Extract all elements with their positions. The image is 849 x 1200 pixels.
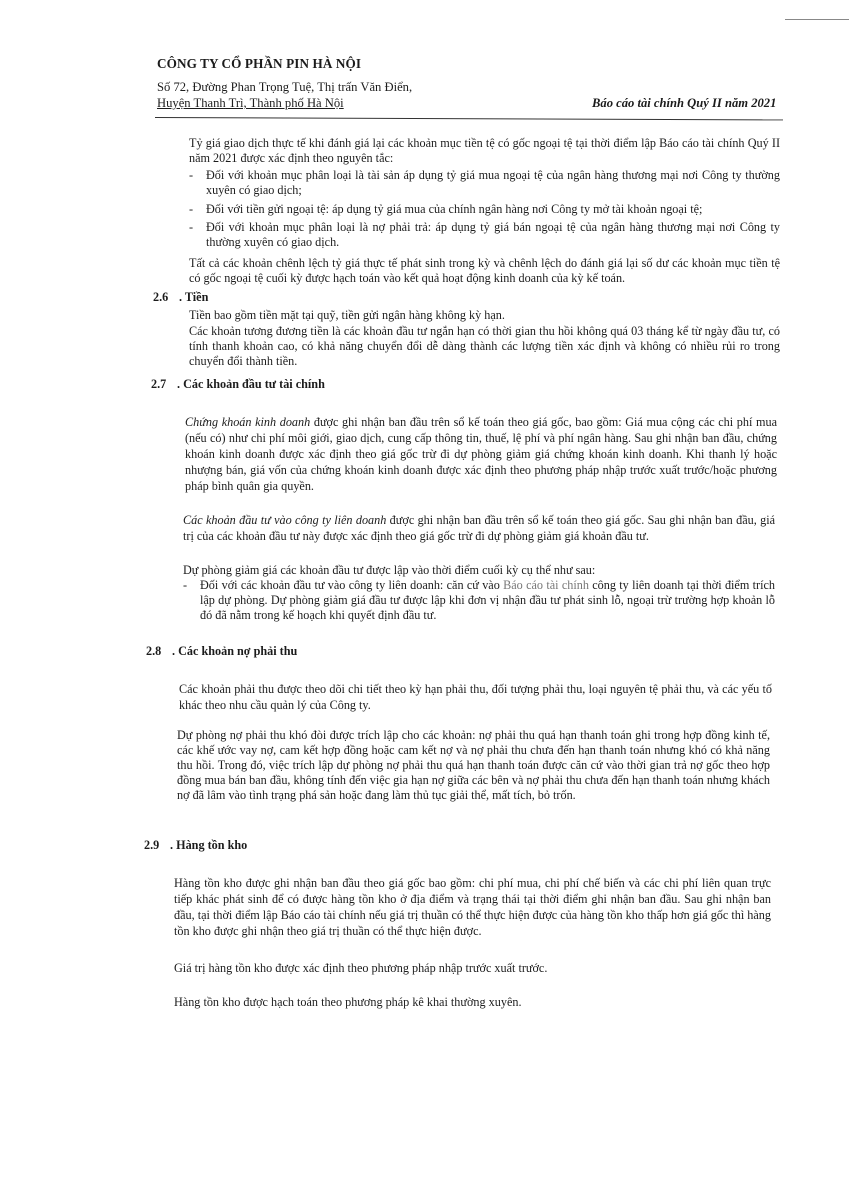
investment-provision-paragraph: Dự phòng giảm giá các khoản đầu tư được lập vào thời điểm cuối kỳ cụ thể như sau: [183, 563, 596, 577]
list-item: - Đối với khoản mục phân loại là tài sản áp dụng tỷ giá mua ngoại tệ của ngân hàng thương mại nơi Công ty thường xuyên có giao dịch; [189, 168, 780, 197]
fx-closing-paragraph: Tất cả các khoản chênh lệch tỷ giá thực tế phát sinh trong kỳ và chênh lệch do đánh giá lại số dư các khoản mục tiền tệ có gốc ngoại tệ cuối kỳ được hạch toán vào kết quả hoạt động kinh doanh của kỳ kế toán. [189, 256, 780, 285]
inventory-paragraph-3: Hàng tồn kho được hạch toán theo phương pháp kê khai thường xuyên. [174, 995, 522, 1009]
dash-bullet: - [189, 220, 194, 234]
company-name: CÔNG TY CỔ PHẦN PIN HÀ NỘI [157, 56, 362, 71]
section-heading-2-8: 2.8 . Các khoản nợ phải thu [146, 644, 298, 658]
section-heading-2-7: 2.7 . Các khoản đầu tư tài chính [151, 377, 325, 391]
report-title: Báo cáo tài chính Quý II năm 2021 [592, 96, 777, 110]
company-address-line2: Huyện Thanh Trì, Thành phố Hà Nội [157, 96, 344, 110]
dash-bullet: - [183, 578, 188, 592]
section-heading-2-9: 2.9 . Hàng tồn kho [144, 838, 248, 852]
list-item: - Đối với khoản mục phân loại là nợ phải trả: áp dụng tỷ giá bán ngoại tệ của ngân hàng thương mại nơi Công ty thường xuyên có giao dịch. [189, 220, 780, 249]
inventory-paragraph-1: Hàng tồn kho được ghi nhận ban đầu theo giá gốc bao gồm: chi phí mua, chi phí chế biến và các chi phí liên quan trực tiếp khác phát sinh để có được hàng tồn kho ở địa điểm và trạng thái tại thời điểm ghi nhận ban đầu. Sau ghi nhận ban đầu, tại thời điểm lập Báo cáo tài chính nếu giá trị thuần có thể thực hiện được của hàng tồn kho thấp hơn giá gốc thì hàng tồn kho được ghi nhận theo giá trị thuần có thể thực hiện được. [174, 876, 771, 938]
inventory-paragraph-2: Giá trị hàng tồn kho được xác định theo phương pháp nhập trước xuất trước. [174, 961, 548, 975]
dash-bullet: - [189, 168, 194, 182]
receivables-paragraph-2: Dự phòng nợ phải thu khó đòi được trích lập cho các khoản: nợ phải thu quá hạn thanh toán ghi trong hợp đồng kinh tế, các khế ước vay nợ, cam kết hợp đồng hoặc cam kết nợ và nợ phải thu chưa đến hạn thanh toán nhưng khó có khả năng thu hồi. Trong đó, việc trích lập dự phòng nợ phải thu quá hạn thanh toán được căn cứ vào thời gian trả nợ gốc theo hợp đồng mua bán ban đầu, không tính đến việc gia hạn nợ giữa các bên và nợ phải thu chưa đến hạn thanh toán nhưng khách nợ đã lâm vào tình trạng phá sản hoặc đang làm thủ tục giải thể, mất tích, bỏ trốn. [177, 728, 770, 802]
trading-securities-paragraph: Chứng khoán kinh doanh được ghi nhận ban đầu trên sổ kế toán theo giá gốc, bao gồm: Giá mua cộng các chi phí mua (nếu có) như chi phí môi giới, giao dịch, cung cấp thông tin, thuế, lệ phí và phí ngân hàng. Sau ghi nhận ban đầu, chứng khoán kinh doanh được xác định theo giá gốc trừ đi dự phòng giảm giá chứng khoán kinh doanh. Khi thanh lý hoặc nhượng bán, giá vốn của chứng khoán kinh doanh được xác định theo phương pháp nhập trước xuất trước/hoặc phương pháp bình quân gia quyền. [185, 415, 777, 493]
receivables-paragraph-1: Các khoản phải thu được theo dõi chi tiết theo kỳ hạn phải thu, đối tượng phải thu, loại nguyên tệ phải thu, và các yếu tố khác theo nhu cầu quản lý của Công ty. [179, 682, 772, 712]
header-divider [155, 117, 783, 120]
joint-venture-paragraph: Các khoản đầu tư vào công ty liên doanh được ghi nhận ban đầu trên sổ kế toán theo giá gốc. Sau ghi nhận ban đầu, giá trị của các khoản đầu tư này được xác định theo giá gốc trừ đi dự phòng giảm giá khoản đầu tư. [183, 513, 775, 543]
section-heading-2-6: 2.6 . Tiền [153, 290, 209, 304]
fx-rule-list [189, 168, 780, 250]
fx-intro-paragraph: Tỷ giá giao dịch thực tế khi đánh giá lại các khoản mục tiền tệ có gốc ngoại tệ tại thời điểm lập Báo cáo tài chính Quý II năm 2021 được xác định theo nguyên tắc: [189, 136, 780, 165]
list-item: - Đối với các khoản đầu tư vào công ty liên doanh: căn cứ vào Báo cáo tài chính công ty liên doanh tại thời điểm trích lập dự phòng. Dự phòng giảm giá đầu tư được lập khi đơn vị nhận đầu tư phát sinh lỗ, ngoại trừ trường hợp khoản lỗ đó đã nằm trong kế hoạch khi quyết định đầu tư. [183, 578, 775, 622]
company-address-line1: Số 72, Đường Phan Trọng Tuệ, Thị trấn Văn Điển, [157, 80, 413, 94]
cash-paragraph-2: Các khoản tương đương tiền là các khoản đầu tư ngắn hạn có thời gian thu hồi không quá 03 tháng kể từ ngày đầu tư, có tính thanh khoản cao, có khả năng chuyển đổi dễ dàng thành các lượng tiền xác định và không có nhiều rủi ro trong chuyển đổi thành tiền. [189, 324, 780, 368]
investment-provision-list [183, 578, 775, 623]
cash-paragraph-1: Tiền bao gồm tiền mặt tại quỹ, tiền gửi ngân hàng không kỳ hạn. [189, 308, 505, 322]
dash-bullet: - [189, 202, 194, 216]
scan-edge-mark [785, 19, 849, 20]
list-item: - Đối với tiền gửi ngoại tệ: áp dụng tỷ giá mua của chính ngân hàng nơi Công ty mở tài khoản ngoại tệ; [189, 202, 703, 216]
